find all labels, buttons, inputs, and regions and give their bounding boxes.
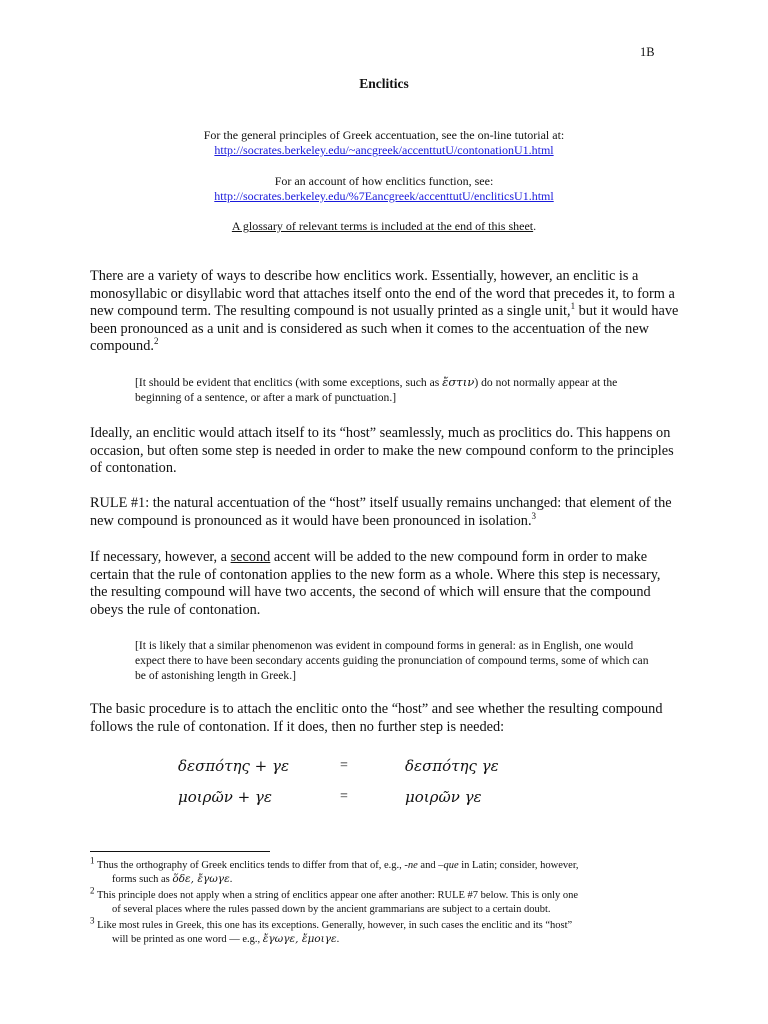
footnote-1-text-d: forms such as xyxy=(112,873,173,885)
footnote-1-text-c: in Latin; consider, however, xyxy=(458,860,579,871)
note-1-text-a: [It should be evident that enclitics (with some exceptions, such as xyxy=(135,376,443,389)
footnote-2-text-b: of several places where the rules passed down by the ancient grammarians are subject to a certain doubt. xyxy=(112,903,551,915)
footnote-3 xyxy=(90,915,680,946)
second-underlined: second xyxy=(230,549,271,565)
tutorial-link[interactable]: http://socrates.berkeley.edu/~ancgreek/accenttutU/contonationU1.html xyxy=(214,143,554,157)
footnote-3-text-c: . xyxy=(336,933,340,945)
example-2-equals: = xyxy=(340,789,348,804)
footnote-1-latin-ne: -ne xyxy=(404,860,418,871)
footnote-1-latin-que: que xyxy=(443,860,459,871)
paragraph-3 xyxy=(90,495,680,530)
footnote-3-number: 3 xyxy=(90,915,95,926)
example-1-equals: = xyxy=(340,758,348,773)
paragraph-4-text-b: accent will be added to the new compound form in order to make certain that the rule of contonation applies to the new form as a whole. Where this step is necessary, the resulting compound will have two accents, the second of which will ensure that the compound obeys the rule of contonation. xyxy=(90,549,661,618)
paragraph-1-text-b: but it would have been pronounced as a unit and is considered as such when it comes to the accentuation of the new compound. xyxy=(90,303,679,354)
footnote-ref-1[interactable]: 1 xyxy=(570,301,576,312)
note-1 xyxy=(135,375,655,405)
note-2: [It is likely that a similar phenomenon was evident in compound forms in general: as in English, one would expect there to have been secondary accents guiding the pronunciation of compound terms, some of which can be of astonishing length in Greek.] xyxy=(135,639,649,682)
page-number: 1B xyxy=(640,45,655,59)
paragraph-1-text-a: There are a variety of ways to describe how enclitics work. Essentially, however, an enclitic is a monosyllabic or disyllabic word that attaches itself onto the end of the word that precedes it, to form a new compound term. The resulting compound is not usually printed as a single unit, xyxy=(90,268,675,319)
intro-enclitics xyxy=(0,174,768,204)
paragraph-5: The basic procedure is to attach the enclitic onto the “host” and see whether the resulting compound follows the rule of contonation. If it does, then no further step is needed: xyxy=(90,701,663,735)
glossary-note xyxy=(0,219,768,234)
rule-1-text: RULE #1: the natural accentuation of the “host” itself usually remains unchanged: that element of the new compound is pronounced as it would have been pronounced in isolation. xyxy=(90,495,672,529)
footnote-1-text-a: Thus the orthography of Greek enclitics tends to differ from that of, e.g., xyxy=(96,860,405,871)
footnote-3-text-a: Like most rules in Greek, this one has its exceptions. Generally, however, in such cases the enclitic and its “host” xyxy=(97,920,573,931)
intro-line-1: For the general principles of Greek accentuation, see the on-line tutorial at: xyxy=(203,128,565,142)
glossary-text: A glossary of relevant terms is included at the end of this sheet xyxy=(231,219,534,233)
footnote-2 xyxy=(90,885,680,916)
example-2-right: μοιρῶν γε xyxy=(405,788,482,806)
page-title: Enclitics xyxy=(359,76,409,91)
glossary-period: . xyxy=(533,219,537,233)
intro-line-2: For an account of how enclitics function, see: xyxy=(274,174,494,188)
footnote-2-number: 2 xyxy=(90,885,95,896)
footnote-ref-2[interactable]: 2 xyxy=(153,336,159,347)
footnote-2-text-a: This principle does not apply when a string of enclitics appear one after another: RULE #7 below. This is only one xyxy=(96,890,579,901)
footnote-1-text-b: and – xyxy=(417,860,444,871)
paragraph-1 xyxy=(90,268,680,356)
footnote-1-number: 1 xyxy=(90,855,95,866)
example-2-left: μοιρῶν + γε xyxy=(178,788,272,806)
footnote-1-text-e: . xyxy=(229,873,233,885)
footnote-divider xyxy=(90,851,270,852)
intro-tutorial xyxy=(0,128,768,158)
example-1-right: δεσπότης γε xyxy=(405,757,499,775)
footnote-1-greek: ὅδε, ἔγωγε xyxy=(172,872,230,885)
note-1-greek: ἔστιν xyxy=(442,375,475,389)
footnote-ref-3[interactable]: 3 xyxy=(531,510,537,521)
paragraph-2: Ideally, an enclitic would attach itself to its “host” seamlessly, much as proclitics do. This happens on occasion, but often some step is needed in order to make the new compound conform to the principles of contonation. xyxy=(90,425,674,476)
enclitics-link[interactable]: http://socrates.berkeley.edu/%7Eancgreek/accenttutU/encliticsU1.html xyxy=(214,189,554,203)
example-1-left: δεσπότης + γε xyxy=(178,757,290,775)
footnote-3-greek: ἔγωγε, ἔμοιγε xyxy=(262,932,337,945)
footnote-3-text-b: will be printed as one word — e.g., xyxy=(112,933,263,945)
paragraph-4-text-a: If necessary, however, a xyxy=(90,549,231,565)
note-1-text-b: ) do not normally appear at the beginning of a sentence, or after a mark of punctuation.] xyxy=(135,376,618,404)
paragraph-4 xyxy=(90,549,680,619)
footnote-1 xyxy=(90,855,680,886)
